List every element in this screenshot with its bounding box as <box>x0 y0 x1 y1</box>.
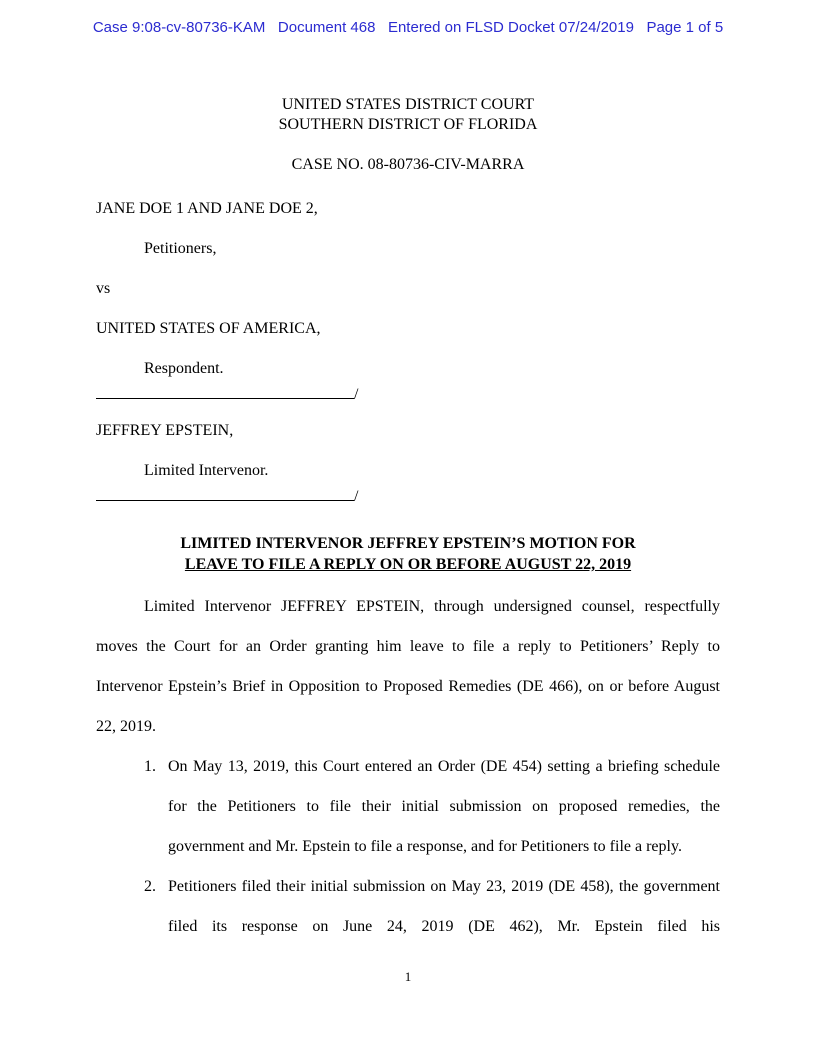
petitioners-role: Petitioners, <box>144 240 217 257</box>
ecf-docket-stamp: Case 9:08-cv-80736-KAM Document 468 Entered on FLSD Docket 07/24/2019 Page 1 of 5 <box>92 19 724 36</box>
versus-label: vs <box>96 280 111 297</box>
court-heading <box>96 95 720 135</box>
item-text: On May 13, 2019, this Court entered an Order (DE 454) setting a briefing schedule for the Petitioners to file their initial submission on proposed remedies, the government and Mr. Epstein to file a response, and for Petitioners to file a reply. <box>168 758 720 855</box>
caption-divider-intervenor <box>96 485 720 507</box>
caption-divider-slash: / <box>354 386 359 403</box>
caption-intervenor-block <box>96 411 720 491</box>
item-text: Petitioners filed their initial submission on May 23, 2019 (DE 458), the government filed its response on June 24, 2019 (DE 462), Mr. Epstein filed his <box>168 878 720 935</box>
numbered-item-2 <box>96 867 720 947</box>
intro-paragraph: Limited Intervenor JEFFREY EPSTEIN, through undersigned counsel, respectfully moves the Court for an Order granting him leave to file a reply to Petitioners’ Reply to Intervenor Epstein’s Brief in Opposition to Proposed Remedies (DE 466), on or before August 22, 2019. <box>96 598 720 735</box>
court-district-line: SOUTHERN DISTRICT OF FLORIDA <box>278 116 538 133</box>
case-number: CASE NO. 08-80736-CIV-MARRA <box>291 156 525 173</box>
page-number: 1 <box>404 969 412 984</box>
court-name-line: UNITED STATES DISTRICT COURT <box>281 96 535 113</box>
petitioners-name: JANE DOE 1 AND JANE DOE 2, <box>96 200 318 217</box>
numbered-item-1 <box>96 747 720 867</box>
caption-divider-rule <box>96 485 354 501</box>
respondent-name: UNITED STATES OF AMERICA, <box>96 320 321 337</box>
caption-divider-rule <box>96 383 354 399</box>
item-number: 2. <box>144 878 156 895</box>
motion-title-line2: LEAVE TO FILE A REPLY ON OR BEFORE AUGUST 22, 2019 <box>184 556 632 573</box>
intervenor-role: Limited Intervenor. <box>144 462 269 479</box>
intervenor-name: JEFFREY EPSTEIN, <box>96 422 234 439</box>
caption-divider-slash: / <box>354 488 359 505</box>
motion-body <box>96 587 720 947</box>
caption-divider-respondent <box>96 383 720 405</box>
motion-title-line1: LIMITED INTERVENOR JEFFREY EPSTEIN’S MOTION FOR <box>180 535 636 552</box>
motion-title <box>96 533 720 575</box>
caption-petitioners-block <box>96 189 720 389</box>
item-number: 1. <box>144 758 156 775</box>
case-caption <box>96 189 720 507</box>
respondent-role: Respondent. <box>144 360 224 377</box>
